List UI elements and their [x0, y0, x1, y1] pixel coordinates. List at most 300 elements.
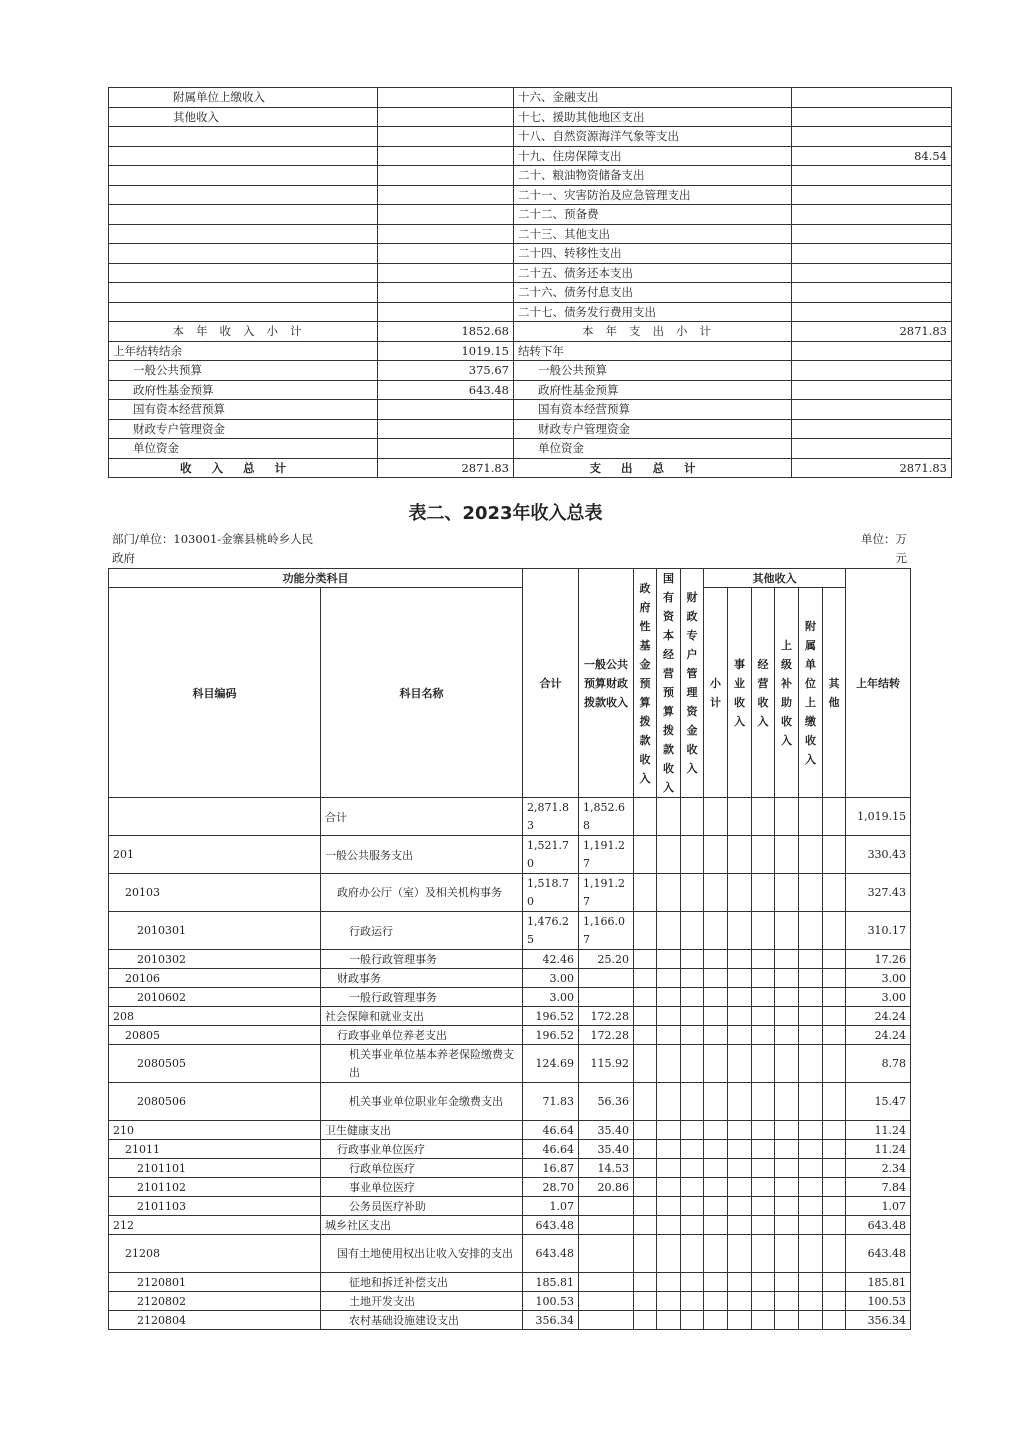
- general-budget-value: 172.28: [579, 1007, 634, 1026]
- empty-cell: [775, 874, 799, 912]
- empty-cell: [752, 1311, 775, 1330]
- empty-cell: [728, 1083, 752, 1121]
- empty-cell: [799, 969, 823, 988]
- subject-code: 2080506: [109, 1083, 321, 1121]
- total-value: 28.70: [523, 1178, 579, 1197]
- empty-cell: [657, 1026, 681, 1045]
- subject-name: 事业单位医疗: [321, 1178, 523, 1197]
- empty-cell: [752, 950, 775, 969]
- carry-income-label: 单位资金: [109, 439, 378, 459]
- empty-cell: [799, 1045, 823, 1083]
- subject-code: 2010301: [109, 912, 321, 950]
- empty-cell: [657, 1121, 681, 1140]
- empty-cell: [704, 1121, 728, 1140]
- general-budget-value: [579, 969, 634, 988]
- expense-item-value: [792, 244, 952, 264]
- empty-cell: [775, 1292, 799, 1311]
- carryover-value: 1.07: [846, 1197, 911, 1216]
- income-subtotal-label: 本年收入小计: [109, 322, 378, 342]
- carry-expense-label: 财政专户管理资金: [514, 419, 792, 439]
- empty-cell: [799, 1140, 823, 1159]
- empty-cell: [823, 1140, 846, 1159]
- empty-cell: [728, 1026, 752, 1045]
- carryover-value: 3.00: [846, 969, 911, 988]
- table-row: [109, 912, 911, 950]
- empty-cell: [634, 1083, 657, 1121]
- carryover-value: 310.17: [846, 912, 911, 950]
- carry-income-value: 375.67: [378, 361, 514, 381]
- empty-cell: [704, 798, 728, 836]
- subject-code: 2120802: [109, 1292, 321, 1311]
- empty-cell: [799, 1216, 823, 1235]
- income-item-value: [378, 166, 514, 186]
- subject-name: 一般行政管理事务: [321, 950, 523, 969]
- empty-cell: [634, 950, 657, 969]
- carryover-value: 17.26: [846, 950, 911, 969]
- header-function-group: 功能分类科目: [109, 569, 523, 588]
- general-budget-value: 1,191.27: [579, 874, 634, 912]
- general-budget-value: 25.20: [579, 950, 634, 969]
- subject-code: 2080505: [109, 1045, 321, 1083]
- general-budget-value: 56.36: [579, 1083, 634, 1121]
- carry-income-label: 上年结转结余: [109, 341, 378, 361]
- empty-cell: [752, 1121, 775, 1140]
- carry-expense-value: [792, 400, 952, 420]
- empty-cell: [823, 1083, 846, 1121]
- empty-cell: [681, 912, 704, 950]
- carryover-value: 24.24: [846, 1026, 911, 1045]
- income-item-label: [109, 263, 378, 283]
- empty-cell: [799, 1235, 823, 1273]
- income-item-label: [109, 283, 378, 303]
- empty-cell: [775, 1159, 799, 1178]
- empty-cell: [657, 1007, 681, 1026]
- empty-cell: [657, 836, 681, 874]
- table-row: [109, 263, 952, 283]
- empty-cell: [657, 1159, 681, 1178]
- carry-income-value: [378, 400, 514, 420]
- subject-code: 2120804: [109, 1311, 321, 1330]
- unit-label: 单位：万元: [861, 532, 907, 565]
- subject-code: 20103: [109, 874, 321, 912]
- empty-cell: [657, 1140, 681, 1159]
- expense-item-label: 二十、粮油物资储备支出: [514, 166, 792, 186]
- income-item-value: [378, 88, 514, 108]
- table-row: [109, 166, 952, 186]
- subject-name: 行政运行: [321, 912, 523, 950]
- subject-name: 政府办公厅（室）及相关机构事务: [321, 874, 523, 912]
- expense-item-value: [792, 224, 952, 244]
- empty-cell: [823, 1178, 846, 1197]
- empty-cell: [704, 1197, 728, 1216]
- subject-code: 2120801: [109, 1273, 321, 1292]
- expense-item-label: 十七、援助其他地区支出: [514, 107, 792, 127]
- carryover-value: 327.43: [846, 874, 911, 912]
- expense-item-value: [792, 185, 952, 205]
- empty-cell: [657, 950, 681, 969]
- empty-cell: [752, 1178, 775, 1197]
- empty-cell: [728, 912, 752, 950]
- empty-cell: [634, 874, 657, 912]
- header-state-capital: 国有资本经营预算拨款收入: [657, 569, 681, 798]
- carry-income-label: 一般公共预算: [109, 361, 378, 381]
- table-row: [109, 969, 911, 988]
- empty-cell: [634, 1197, 657, 1216]
- carryover-value: 1,019.15: [846, 798, 911, 836]
- total-value: 196.52: [523, 1007, 579, 1026]
- general-budget-value: [579, 1292, 634, 1311]
- carry-expense-value: [792, 380, 952, 400]
- empty-cell: [728, 1273, 752, 1292]
- header-operating: 经营收入: [752, 588, 775, 798]
- total-row: [109, 458, 952, 478]
- income-item-value: [378, 146, 514, 166]
- carryover-value: 330.43: [846, 836, 911, 874]
- empty-cell: [704, 1216, 728, 1235]
- income-item-value: [378, 244, 514, 264]
- subject-name: 合计: [321, 798, 523, 836]
- empty-cell: [823, 1007, 846, 1026]
- subject-name: 行政事业单位养老支出: [321, 1026, 523, 1045]
- empty-cell: [823, 798, 846, 836]
- table-row: [109, 798, 911, 836]
- empty-cell: [799, 988, 823, 1007]
- empty-cell: [752, 1216, 775, 1235]
- general-budget-value: 1,166.07: [579, 912, 634, 950]
- table-row: [109, 1140, 911, 1159]
- income-item-label: [109, 127, 378, 147]
- total-value: 71.83: [523, 1083, 579, 1121]
- carryover-value: 24.24: [846, 1007, 911, 1026]
- empty-cell: [681, 1311, 704, 1330]
- empty-cell: [823, 1292, 846, 1311]
- empty-cell: [775, 1216, 799, 1235]
- carry-income-label: 政府性基金预算: [109, 380, 378, 400]
- empty-cell: [634, 798, 657, 836]
- carry-row: [109, 341, 952, 361]
- empty-cell: [681, 874, 704, 912]
- subject-code: 2101103: [109, 1197, 321, 1216]
- empty-cell: [752, 1140, 775, 1159]
- empty-cell: [681, 1216, 704, 1235]
- general-budget-value: [579, 1216, 634, 1235]
- table-row: [109, 1159, 911, 1178]
- empty-cell: [823, 1197, 846, 1216]
- expense-subtotal-value: 2871.83: [792, 322, 952, 342]
- carryover-value: 11.24: [846, 1121, 911, 1140]
- empty-cell: [728, 1007, 752, 1026]
- empty-cell: [681, 836, 704, 874]
- general-budget-value: 172.28: [579, 1026, 634, 1045]
- general-budget-value: [579, 1197, 634, 1216]
- carry-expense-value: [792, 341, 952, 361]
- empty-cell: [752, 912, 775, 950]
- empty-cell: [775, 1045, 799, 1083]
- expense-item-value: [792, 127, 952, 147]
- income-item-label: 其他收入: [109, 107, 378, 127]
- carry-expense-label: 政府性基金预算: [514, 380, 792, 400]
- empty-cell: [657, 1178, 681, 1197]
- carryover-value: 100.53: [846, 1292, 911, 1311]
- expense-item-label: 二十四、转移性支出: [514, 244, 792, 264]
- income-summary-table: [108, 568, 911, 1330]
- subject-name: 一般公共服务支出: [321, 836, 523, 874]
- income-item-label: [109, 205, 378, 225]
- empty-cell: [634, 1311, 657, 1330]
- income-item-value: [378, 224, 514, 244]
- income-item-label: [109, 224, 378, 244]
- empty-cell: [634, 1121, 657, 1140]
- expense-item-value: [792, 302, 952, 322]
- empty-cell: [775, 1235, 799, 1273]
- income-item-value: [378, 127, 514, 147]
- subject-name: 行政单位医疗: [321, 1159, 523, 1178]
- empty-cell: [799, 1083, 823, 1121]
- total-value: 2,871.83: [523, 798, 579, 836]
- empty-cell: [775, 1121, 799, 1140]
- empty-cell: [775, 798, 799, 836]
- general-budget-value: 20.86: [579, 1178, 634, 1197]
- table-row: [109, 1026, 911, 1045]
- subject-code: 212: [109, 1216, 321, 1235]
- empty-cell: [799, 912, 823, 950]
- empty-cell: [634, 1216, 657, 1235]
- header-affiliated: 附属单位上缴收入: [799, 588, 823, 798]
- empty-cell: [799, 1026, 823, 1045]
- carry-expense-label: 结转下年: [514, 341, 792, 361]
- expense-total-label: 支出总计: [514, 458, 792, 478]
- table-row: [109, 874, 911, 912]
- empty-cell: [775, 950, 799, 969]
- empty-cell: [823, 1216, 846, 1235]
- empty-cell: [799, 1311, 823, 1330]
- carryover-value: 356.34: [846, 1311, 911, 1330]
- empty-cell: [823, 1026, 846, 1045]
- empty-cell: [728, 836, 752, 874]
- carry-row: [109, 439, 952, 459]
- empty-cell: [823, 1273, 846, 1292]
- empty-cell: [681, 969, 704, 988]
- empty-cell: [634, 1007, 657, 1026]
- empty-cell: [752, 1197, 775, 1216]
- empty-cell: [681, 950, 704, 969]
- empty-cell: [775, 1026, 799, 1045]
- table-row: [109, 1216, 911, 1235]
- subject-name: 征地和拆迁补偿支出: [321, 1273, 523, 1292]
- subject-name: 农村基础设施建设支出: [321, 1311, 523, 1330]
- header-superior: 上级补助收入: [775, 588, 799, 798]
- empty-cell: [704, 1045, 728, 1083]
- general-budget-value: [579, 1311, 634, 1330]
- total-value: 124.69: [523, 1045, 579, 1083]
- subject-code: 2010302: [109, 950, 321, 969]
- empty-cell: [728, 1045, 752, 1083]
- carryover-value: 643.48: [846, 1216, 911, 1235]
- subject-code: 201: [109, 836, 321, 874]
- table-row: [109, 283, 952, 303]
- empty-cell: [704, 912, 728, 950]
- empty-cell: [728, 988, 752, 1007]
- table-row: [109, 1197, 911, 1216]
- empty-cell: [634, 1045, 657, 1083]
- empty-cell: [823, 969, 846, 988]
- empty-cell: [799, 1121, 823, 1140]
- total-value: 643.48: [523, 1216, 579, 1235]
- empty-cell: [823, 988, 846, 1007]
- empty-cell: [704, 874, 728, 912]
- income-total-value: 2871.83: [378, 458, 514, 478]
- carry-row: [109, 419, 952, 439]
- table-row: [109, 302, 952, 322]
- income-item-value: [378, 205, 514, 225]
- table-row: [109, 1121, 911, 1140]
- table-row: [109, 1178, 911, 1197]
- empty-cell: [799, 1273, 823, 1292]
- empty-cell: [775, 1197, 799, 1216]
- carry-expense-label: 国有资本经营预算: [514, 400, 792, 420]
- empty-cell: [634, 912, 657, 950]
- empty-cell: [681, 1273, 704, 1292]
- total-value: 1,521.70: [523, 836, 579, 874]
- carry-expense-value: [792, 361, 952, 381]
- empty-cell: [799, 836, 823, 874]
- carry-expense-value: [792, 419, 952, 439]
- table-row: [109, 1045, 911, 1083]
- income-item-label: [109, 302, 378, 322]
- expense-item-label: 十六、金融支出: [514, 88, 792, 108]
- general-budget-value: [579, 1273, 634, 1292]
- empty-cell: [799, 1178, 823, 1197]
- carry-income-value: 1019.15: [378, 341, 514, 361]
- empty-cell: [681, 1045, 704, 1083]
- carry-row: [109, 380, 952, 400]
- carry-income-value: [378, 419, 514, 439]
- empty-cell: [775, 1140, 799, 1159]
- empty-cell: [823, 1159, 846, 1178]
- subject-code: 21011: [109, 1140, 321, 1159]
- carry-income-label: 财政专户管理资金: [109, 419, 378, 439]
- empty-cell: [634, 836, 657, 874]
- empty-cell: [634, 1140, 657, 1159]
- empty-cell: [799, 1197, 823, 1216]
- expense-item-label: 二十二、预备费: [514, 205, 792, 225]
- total-value: 1,518.70: [523, 874, 579, 912]
- empty-cell: [752, 969, 775, 988]
- income-summary-body: [109, 798, 911, 1330]
- empty-cell: [728, 798, 752, 836]
- general-budget-value: 1,852.68: [579, 798, 634, 836]
- general-budget-value: [579, 988, 634, 1007]
- table-row: [109, 127, 952, 147]
- empty-cell: [704, 969, 728, 988]
- income-item-value: [378, 263, 514, 283]
- subject-code: 21208: [109, 1235, 321, 1273]
- empty-cell: [681, 1083, 704, 1121]
- carryover-value: 643.48: [846, 1235, 911, 1273]
- total-value: 1.07: [523, 1197, 579, 1216]
- total-value: 3.00: [523, 988, 579, 1007]
- empty-cell: [704, 1007, 728, 1026]
- table-title: 表二、2023年收入总表: [408, 503, 603, 524]
- income-item-value: [378, 185, 514, 205]
- empty-cell: [752, 1045, 775, 1083]
- empty-cell: [681, 1159, 704, 1178]
- empty-cell: [704, 1140, 728, 1159]
- empty-cell: [775, 1007, 799, 1026]
- income-subtotal-value: 1852.68: [378, 322, 514, 342]
- subject-name: 卫生健康支出: [321, 1121, 523, 1140]
- subject-name: 公务员医疗补助: [321, 1197, 523, 1216]
- empty-cell: [681, 798, 704, 836]
- table-row: [109, 1292, 911, 1311]
- carryover-value: 2.34: [846, 1159, 911, 1178]
- empty-cell: [704, 950, 728, 969]
- header-carryover: 上年结转: [846, 569, 911, 798]
- carryover-value: 7.84: [846, 1178, 911, 1197]
- empty-cell: [704, 836, 728, 874]
- table-row: [109, 185, 952, 205]
- expense-item-value: [792, 283, 952, 303]
- total-value: 16.87: [523, 1159, 579, 1178]
- total-value: 643.48: [523, 1235, 579, 1273]
- empty-cell: [775, 988, 799, 1007]
- empty-cell: [775, 836, 799, 874]
- table-row: [109, 836, 911, 874]
- empty-cell: [799, 1159, 823, 1178]
- empty-cell: [728, 1178, 752, 1197]
- empty-cell: [704, 1235, 728, 1273]
- empty-cell: [657, 1235, 681, 1273]
- carryover-value: 3.00: [846, 988, 911, 1007]
- expense-item-value: 84.54: [792, 146, 952, 166]
- total-value: 100.53: [523, 1292, 579, 1311]
- empty-cell: [704, 1311, 728, 1330]
- empty-cell: [728, 1197, 752, 1216]
- empty-cell: [728, 1159, 752, 1178]
- header-subtotal: 小计: [704, 588, 728, 798]
- empty-cell: [704, 988, 728, 1007]
- empty-cell: [657, 1311, 681, 1330]
- empty-cell: [634, 969, 657, 988]
- table-row: [109, 1083, 911, 1121]
- carry-income-value: 643.48: [378, 380, 514, 400]
- income-item-label: [109, 146, 378, 166]
- empty-cell: [823, 836, 846, 874]
- carry-expense-label: 一般公共预算: [514, 361, 792, 381]
- empty-cell: [634, 1273, 657, 1292]
- general-budget-value: 35.40: [579, 1140, 634, 1159]
- general-budget-value: 1,191.27: [579, 836, 634, 874]
- header-other-income-group: 其他收入: [704, 569, 846, 588]
- empty-cell: [681, 1121, 704, 1140]
- expense-subtotal-label: 本年支出小计: [514, 322, 792, 342]
- empty-cell: [775, 1311, 799, 1330]
- subject-code: [109, 798, 321, 836]
- empty-cell: [634, 988, 657, 1007]
- empty-cell: [752, 1026, 775, 1045]
- empty-cell: [823, 912, 846, 950]
- expense-item-label: 二十七、债务发行费用支出: [514, 302, 792, 322]
- empty-cell: [752, 798, 775, 836]
- total-value: 196.52: [523, 1026, 579, 1045]
- empty-cell: [704, 1292, 728, 1311]
- empty-cell: [728, 969, 752, 988]
- general-budget-value: 115.92: [579, 1045, 634, 1083]
- carryover-value: 8.78: [846, 1045, 911, 1083]
- empty-cell: [775, 1178, 799, 1197]
- header-name: 科目名称: [321, 588, 523, 798]
- carry-row: [109, 361, 952, 381]
